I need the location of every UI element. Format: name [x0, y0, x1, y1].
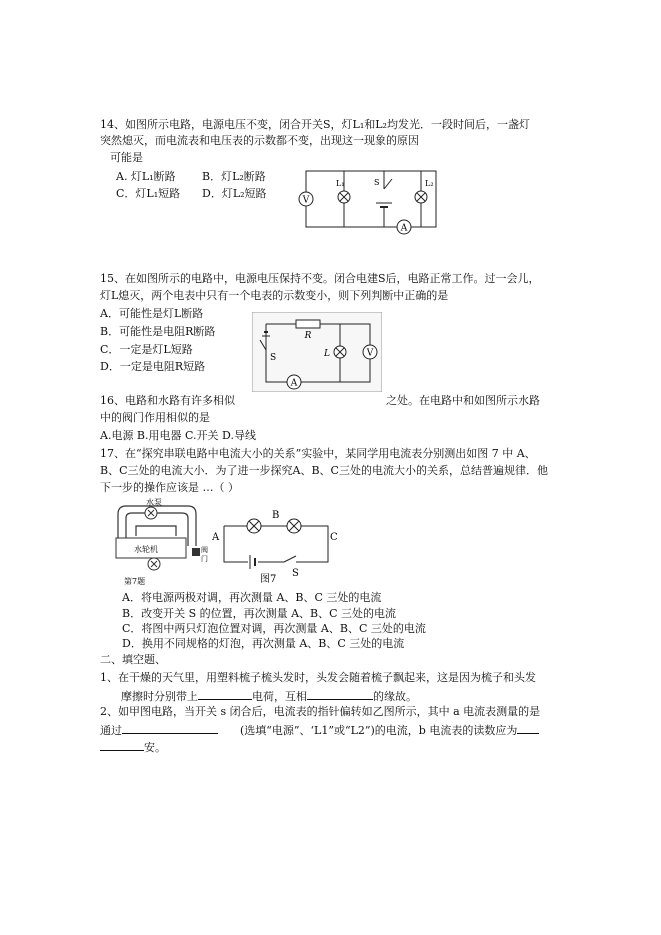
q15-voltmeter	[363, 345, 377, 359]
q17-battery	[248, 555, 258, 569]
q17-lamp-1	[247, 519, 261, 533]
q17-option-b: B．改变开关 S 的位置，再次测量 A、B、C 三处的电流	[122, 607, 397, 620]
fill2-line2: 通过 (选填“电源”、‘L1”或“L2”)的电流，b 电流表的读数应为	[100, 722, 539, 738]
q14-battery	[376, 203, 392, 207]
q17-pump	[145, 498, 162, 519]
svg-text:S: S	[270, 353, 277, 363]
fill2-blank-2-cont[interactable]	[100, 739, 144, 751]
q14-circuit-diagram	[296, 163, 446, 237]
q17-option-c: C．将图中两只灯泡位置对调，再次测量 A、B、C 三处的电流	[122, 622, 426, 635]
fill2-blank-1[interactable]	[122, 722, 218, 734]
q17-line3: 下一步的操作应该是 …（ ）	[100, 481, 239, 494]
q15-ammeter	[287, 375, 301, 389]
svg-text:L₂: L₂	[425, 179, 434, 188]
svg-text:门: 门	[201, 555, 208, 563]
q17-turbine	[116, 538, 186, 570]
q15-option-b: B．可能性是电阻R断路	[100, 325, 216, 338]
q15-line1: 15、在如图所示的电路中，电源电压保持不变。闭合电建S后，电路正常工作。过一会儿，	[100, 272, 540, 285]
q17-valve	[192, 545, 208, 563]
q14-lamp-l1	[336, 179, 350, 203]
svg-text:S: S	[374, 178, 380, 187]
svg-text:R: R	[304, 331, 312, 341]
q14-option-b: B．灯L₂断路	[202, 170, 266, 183]
fill1-line1: 1、在干燥的天气里，用塑料梳子梳头发时，头发会随着梳子飘起来，这是因为梳子和头发	[100, 671, 536, 684]
fill1-blank-1[interactable]	[198, 688, 252, 700]
q17-line2: B、C三处的电流大小．为了进一步探究A、B、C三处的电流大小的关系，总结普遍规律．他	[100, 464, 548, 477]
q17-point-a: A	[212, 532, 220, 543]
svg-text:阀: 阀	[201, 546, 208, 554]
q14-line3: 可能是	[110, 151, 143, 164]
q16-line1-start: 16、电路和水路有许多相似	[100, 394, 235, 407]
svg-text:L: L	[324, 349, 330, 359]
svg-text:V: V	[302, 195, 310, 206]
q14-switch-s	[374, 178, 392, 189]
fill2-line1: 2、如甲图电路，当开关 s 闭合后，电流表的指针偏转如乙图所示，其中 a 电流表测量的是	[100, 705, 541, 718]
q15-line2: 灯L熄灭，两个电表中只有一个电表的示数变小，则下列判断中正确的是	[100, 289, 449, 302]
q17-line1: 17、在“探究串联电路中电流大小的关系”实验中，某同学用电流表分别测出如图 7 中 A、	[100, 447, 536, 460]
svg-text:水泵: 水泵	[146, 498, 162, 507]
section2-title: 二、填空题、	[100, 653, 166, 666]
q16-line2: 中的阀门作用相似的是	[100, 411, 210, 424]
q17-water-figure-caption: 第7题	[124, 577, 146, 586]
svg-text:A: A	[290, 378, 298, 389]
q14-lamp-l2	[415, 179, 434, 203]
fill1-blank-2[interactable]	[307, 688, 373, 700]
q15-option-c: C．一定是灯L短路	[100, 343, 193, 356]
q17-lamp-2	[287, 519, 301, 533]
q14-line1: 14、如图所示电路，电源电压不变，闭合开关S，灯L₁和L₂均发光．一段时间后，一盏灯	[100, 118, 530, 131]
svg-text:V: V	[366, 348, 374, 359]
q17-water-circuit-figure	[106, 498, 210, 592]
fill2-blank-2[interactable]	[517, 722, 539, 734]
q15-option-d: D．一定是电阻R短路	[100, 360, 206, 373]
fill2-line3: 安。	[100, 739, 166, 755]
fill1-line2: 摩擦时分别带上 电荷，互相 的缘故。	[121, 690, 417, 703]
q15-option-a: A．可能性是灯L断路	[100, 307, 204, 320]
q14-voltmeter	[299, 192, 313, 206]
q14-line2: 突然熄灭，而电流表和电压表的示数都不变，出现这一现象的原因	[100, 134, 419, 147]
svg-text:A: A	[400, 223, 408, 234]
q17-series-circuit-figure	[208, 504, 338, 584]
svg-text:S: S	[292, 568, 299, 579]
q17-point-b: B	[272, 510, 280, 521]
q17-switch-s	[284, 556, 299, 579]
q17-circuit-caption: 图7	[260, 574, 277, 584]
svg-text:L₁: L₁	[336, 179, 345, 188]
q15-circuit-diagram	[252, 312, 382, 392]
q17-point-c: C	[330, 532, 338, 543]
q14-option-a: A. 灯L₁断路	[116, 170, 176, 183]
q16-line1-end: 之处。在电路中和如图所示水路	[386, 394, 540, 407]
q14-option-d: D．灯L₂短路	[202, 187, 267, 200]
q14-option-c: C．灯L₁短路	[116, 187, 181, 200]
q17-option-d: D．换用不同规格的灯泡，再次测量 A、B、C 三处的电流	[122, 637, 405, 650]
q14-ammeter	[397, 220, 411, 234]
q17-option-a: A．将电源两极对调，再次测量 A、B、C 三处的电流	[122, 591, 382, 604]
q16-options: A.电源 B.用电器 C.开关 D.导线	[100, 429, 256, 442]
svg-text:水轮机: 水轮机	[134, 545, 158, 554]
